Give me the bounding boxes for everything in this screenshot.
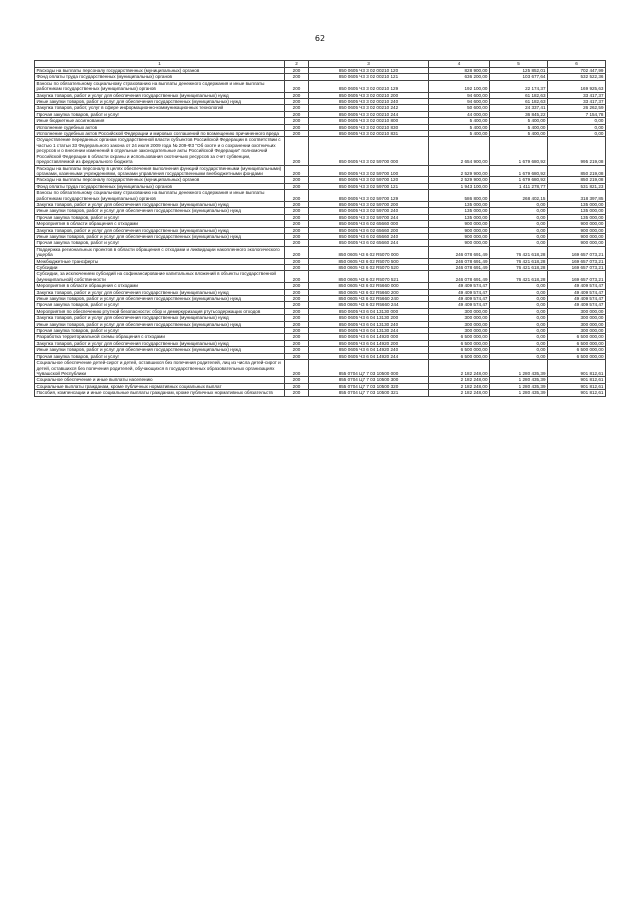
unexecuted-amount: 0,00: [548, 124, 606, 130]
line-code: 200: [285, 131, 309, 137]
line-item-name: Закупка товаров, работ, услуг в сфере информационно-коммуникационных технологий: [35, 105, 285, 111]
executed-amount: 5 400,00: [490, 118, 548, 124]
unexecuted-amount: 135 000,00: [548, 201, 606, 207]
budget-classification-code: 850 0605 Ч3 6 04 14920 200: [309, 340, 429, 346]
approved-amount: 49 409 574,47: [429, 302, 490, 308]
executed-amount: 0,00: [490, 353, 548, 359]
line-item-name: Иные закупки товаров, работ и услуг для обеспечения государственных (муниципальных) нужд: [35, 321, 285, 327]
budget-classification-code: 850 0605 Ч3 6 02 65660 244: [309, 240, 429, 246]
budget-classification-code: 850 0605 Ч3 6 02 R5660 200: [309, 289, 429, 295]
budget-classification-code: 850 0605 Ч3 3 02 59700 120: [309, 177, 429, 183]
budget-classification-code: 850 0605 Ч3 6 04 13130 240: [309, 321, 429, 327]
approved-amount: 246 078 691,49: [429, 271, 490, 283]
line-code: 200: [285, 383, 309, 389]
column-number-4: 4: [429, 61, 490, 68]
executed-amount: 0,00: [490, 302, 548, 308]
executed-amount: 0,00: [490, 328, 548, 334]
line-item-name: Прочая закупка товаров, работ и услуг: [35, 111, 285, 117]
unexecuted-amount: 49 409 574,47: [548, 302, 606, 308]
unexecuted-amount: 6 500 000,00: [548, 334, 606, 340]
approved-amount: 300 000,00: [429, 328, 490, 334]
budget-classification-code: 850 0605 Ч3 3 02 59700 000: [309, 137, 429, 165]
line-code: 200: [285, 221, 309, 227]
budget-classification-code: 850 0605 Ч3 6 02 R5070 000: [309, 246, 429, 258]
budget-classification-code: 855 0704 Ц7 7 03 10500 300: [309, 377, 429, 383]
line-item-name: Закупка товаров, работ и услуг для обеспечения государственных (муниципальных) нужд: [35, 340, 285, 346]
line-item-name: Мероприятия в области обращения с отходами: [35, 283, 285, 289]
budget-classification-code: 850 0605 Ч3 6 02 R5660 240: [309, 296, 429, 302]
line-code: 200: [285, 377, 309, 383]
line-code: 200: [285, 390, 309, 396]
unexecuted-amount: 33 417,37: [548, 92, 606, 98]
table-row: [35, 80, 606, 92]
line-item-name: Иные закупки товаров, работ и услуг для обеспечения государственных (муниципальных) нужд: [35, 347, 285, 353]
budget-classification-code: 850 0605 Ч3 6 02 R5660 244: [309, 302, 429, 308]
executed-amount: 61 182,63: [490, 92, 548, 98]
approved-amount: 5 400,00: [429, 131, 490, 137]
unexecuted-amount: 6 500 000,00: [548, 347, 606, 353]
line-item-name: Исполнение судебных актов Российской Федерации и мировых соглашений по возмещению причиненного вреда: [35, 131, 285, 137]
executed-amount: 0,00: [490, 221, 548, 227]
unexecuted-amount: 33 417,37: [548, 99, 606, 105]
approved-amount: 6 500 000,00: [429, 353, 490, 359]
unexecuted-amount: 6 500 000,00: [548, 340, 606, 346]
line-item-name: Расходы на выплаты персоналу государственных (муниципальных) органов: [35, 68, 285, 74]
budget-classification-code: 850 0605 Ч3 3 02 00210 830: [309, 124, 429, 130]
unexecuted-amount: 531 821,23: [548, 183, 606, 189]
executed-amount: 0,00: [490, 296, 548, 302]
line-code: 200: [285, 258, 309, 264]
column-number-3: 3: [309, 61, 429, 68]
line-code: 200: [285, 165, 309, 177]
executed-amount: 0,00: [490, 334, 548, 340]
line-item-name: Закупка товаров, работ и услуг для обеспечения государственных (муниципальных) нужд: [35, 92, 285, 98]
unexecuted-amount: 850 219,08: [548, 165, 606, 177]
line-code: 200: [285, 315, 309, 321]
line-code: 200: [285, 271, 309, 283]
line-code: 200: [285, 190, 309, 202]
line-item-name: Закупка товаров, работ и услуг для обеспечения государственных (муниципальных) нужд: [35, 227, 285, 233]
unexecuted-amount: 901 812,61: [548, 390, 606, 396]
approved-amount: 94 600,00: [429, 99, 490, 105]
executed-amount: 1 679 680,92: [490, 177, 548, 183]
line-code: 200: [285, 308, 309, 314]
unexecuted-amount: 900 000,00: [548, 227, 606, 233]
budget-classification-code: 850 0605 Ч3 6 02 R5070 521: [309, 271, 429, 283]
line-item-name: Взносы по обязательному социальному страхованию на выплаты денежного содержания и иные выплаты работникам государственных (муниципальных) органов: [35, 80, 285, 92]
line-code: 200: [285, 360, 309, 377]
approved-amount: 2 654 900,00: [429, 137, 490, 165]
executed-amount: 0,00: [490, 214, 548, 220]
approved-amount: 246 078 691,49: [429, 246, 490, 258]
line-code: 200: [285, 289, 309, 295]
unexecuted-amount: 135 000,00: [548, 214, 606, 220]
approved-amount: 5 400,00: [429, 118, 490, 124]
line-code: 200: [285, 201, 309, 207]
executed-amount: 24 337,41: [490, 105, 548, 111]
column-number-5: 5: [490, 61, 548, 68]
budget-classification-code: 850 0605 Ч3 6 02 R5660 000: [309, 283, 429, 289]
budget-classification-code: 850 0605 Ч3 3 02 59700 240: [309, 208, 429, 214]
executed-amount: 76 421 618,28: [490, 271, 548, 283]
approved-amount: 900 000,00: [429, 221, 490, 227]
approved-amount: 586 800,00: [429, 190, 490, 202]
line-item-name: Социальные выплаты гражданам, кроме публичных нормативных социальных выплат: [35, 383, 285, 389]
table-row: [35, 246, 606, 258]
approved-amount: 2 529 900,00: [429, 177, 490, 183]
approved-amount: 246 078 691,49: [429, 258, 490, 264]
unexecuted-amount: 169 925,63: [548, 80, 606, 92]
line-item-name: Социальное обеспечение детей-сирот и детей, оставшихся без попечения родителей, лиц из числа детей-сирот и детей, оставшихся без попечения родителей, обучающихся в государственных образовательных организациях Чувашской Республики: [35, 360, 285, 377]
unexecuted-amount: 901 812,61: [548, 383, 606, 389]
executed-amount: 1 280 435,39: [490, 383, 548, 389]
unexecuted-amount: 0,00: [548, 131, 606, 137]
approved-amount: 1 943 100,00: [429, 183, 490, 189]
approved-amount: 6 500 000,00: [429, 347, 490, 353]
line-item-name: Социальное обеспечение и иные выплаты населению: [35, 377, 285, 383]
page-number: 62: [314, 34, 326, 43]
unexecuted-amount: 900 000,00: [548, 233, 606, 239]
table-row: [35, 165, 606, 177]
approved-amount: 636 200,00: [429, 74, 490, 80]
executed-amount: 36 845,22: [490, 111, 548, 117]
budget-classification-code: 855 0704 Ц7 7 03 10500 000: [309, 360, 429, 377]
line-code: 200: [285, 177, 309, 183]
executed-amount: 103 677,64: [490, 74, 548, 80]
column-number-1: 1: [35, 61, 285, 68]
line-code: 200: [285, 265, 309, 271]
executed-amount: 5 400,00: [490, 131, 548, 137]
budget-classification-code: 850 0605 Ч3 3 02 59700 129: [309, 190, 429, 202]
line-code: 200: [285, 227, 309, 233]
line-code: 200: [285, 208, 309, 214]
approved-amount: 49 409 574,47: [429, 283, 490, 289]
line-item-name: Расходы на выплаты персоналу государственных (муниципальных) органов: [35, 177, 285, 183]
executed-amount: 76 421 618,28: [490, 246, 548, 258]
approved-amount: 2 182 248,00: [429, 377, 490, 383]
line-code: 200: [285, 214, 309, 220]
unexecuted-amount: 300 000,00: [548, 308, 606, 314]
line-code: 200: [285, 183, 309, 189]
line-code: 200: [285, 105, 309, 111]
budget-classification-code: 850 0605 Ч3 6 02 R5070 520: [309, 265, 429, 271]
line-code: 200: [285, 328, 309, 334]
executed-amount: 61 182,63: [490, 99, 548, 105]
approved-amount: 2 529 900,00: [429, 165, 490, 177]
column-number-6: 6: [548, 61, 606, 68]
line-item-name: Фонд оплаты труда государственных (муниципальных) органов: [35, 183, 285, 189]
budget-classification-code: 850 0605 Ч3 3 02 00210 120: [309, 68, 429, 74]
line-code: 200: [285, 334, 309, 340]
unexecuted-amount: 995 219,08: [548, 137, 606, 165]
executed-amount: 0,00: [490, 227, 548, 233]
unexecuted-amount: 26 262,59: [548, 105, 606, 111]
unexecuted-amount: 49 409 574,47: [548, 296, 606, 302]
approved-amount: 135 000,00: [429, 201, 490, 207]
executed-amount: 0,00: [490, 208, 548, 214]
line-item-name: Субсидии: [35, 265, 285, 271]
table-row: [35, 390, 606, 396]
unexecuted-amount: 300 000,00: [548, 328, 606, 334]
budget-classification-code: 850 0605 Ч3 3 02 59700 121: [309, 183, 429, 189]
table-row: [35, 137, 606, 165]
executed-amount: 1 280 435,39: [490, 390, 548, 396]
budget-classification-code: 850 0605 Ч3 3 02 59700 244: [309, 214, 429, 220]
budget-classification-code: 850 0605 Ч3 3 02 00210 244: [309, 111, 429, 117]
approved-amount: 135 000,00: [429, 214, 490, 220]
line-code: 200: [285, 340, 309, 346]
executed-amount: 5 400,00: [490, 124, 548, 130]
line-code: 200: [285, 347, 309, 353]
line-code: 200: [285, 240, 309, 246]
approved-amount: 828 900,00: [429, 68, 490, 74]
budget-classification-code: 850 0605 Ч3 6 02 65660 200: [309, 227, 429, 233]
line-item-name: Мероприятия в области обращения с отходами: [35, 221, 285, 227]
executed-amount: 0,00: [490, 240, 548, 246]
table-row: [35, 190, 606, 202]
unexecuted-amount: 169 657 073,21: [548, 265, 606, 271]
executed-amount: 0,00: [490, 321, 548, 327]
budget-classification-code: 850 0605 Ч3 3 02 00210 800: [309, 118, 429, 124]
budget-classification-code: 850 0605 Ч3 6 02 R5070 500: [309, 258, 429, 264]
line-item-name: Прочая закупка товаров, работ и услуг: [35, 302, 285, 308]
executed-amount: 0,00: [490, 283, 548, 289]
unexecuted-amount: 135 000,00: [548, 208, 606, 214]
approved-amount: 300 000,00: [429, 321, 490, 327]
unexecuted-amount: 49 409 574,47: [548, 289, 606, 295]
line-item-name: Закупка товаров, работ и услуг для обеспечения государственных (муниципальных) нужд: [35, 315, 285, 321]
unexecuted-amount: 6 500 000,00: [548, 353, 606, 359]
line-code: 200: [285, 296, 309, 302]
unexecuted-amount: 702 447,99: [548, 68, 606, 74]
approved-amount: 900 000,00: [429, 227, 490, 233]
unexecuted-amount: 901 812,61: [548, 377, 606, 383]
budget-execution-table: [34, 60, 606, 397]
line-code: 200: [285, 99, 309, 105]
approved-amount: 50 600,00: [429, 105, 490, 111]
budget-classification-code: 850 0605 Ч3 6 02 65660 000: [309, 221, 429, 227]
budget-classification-code: 850 0605 Ч3 3 02 59700 100: [309, 165, 429, 177]
unexecuted-amount: 900 000,00: [548, 221, 606, 227]
unexecuted-amount: 7 154,78: [548, 111, 606, 117]
budget-classification-code: 850 0605 Ч3 6 04 14920 000: [309, 334, 429, 340]
budget-classification-code: 850 0605 Ч3 3 02 00210 242: [309, 105, 429, 111]
executed-amount: 0,00: [490, 347, 548, 353]
line-item-name: Иные закупки товаров, работ и услуг для обеспечения государственных (муниципальных) нужд: [35, 233, 285, 239]
approved-amount: 5 400,00: [429, 124, 490, 130]
line-code: 200: [285, 302, 309, 308]
line-item-name: Фонд оплаты труда государственных (муниципальных) органов: [35, 74, 285, 80]
line-code: 200: [285, 124, 309, 130]
budget-classification-code: 850 0605 Ч3 3 02 00210 200: [309, 92, 429, 98]
approved-amount: 900 000,00: [429, 240, 490, 246]
budget-classification-code: 850 0605 Ч3 3 02 59700 200: [309, 201, 429, 207]
line-code: 200: [285, 74, 309, 80]
unexecuted-amount: 901 812,61: [548, 360, 606, 377]
executed-amount: 76 421 618,28: [490, 265, 548, 271]
approved-amount: 49 409 574,47: [429, 289, 490, 295]
line-code: 200: [285, 283, 309, 289]
line-code: 200: [285, 137, 309, 165]
budget-classification-code: 850 0605 Ч3 6 04 14920 240: [309, 347, 429, 353]
executed-amount: 0,00: [490, 315, 548, 321]
line-item-name: Иные закупки товаров, работ и услуг для обеспечения государственных (муниципальных) нужд: [35, 296, 285, 302]
line-item-name: Прочая закупка товаров, работ и услуг: [35, 240, 285, 246]
executed-amount: 1 411 278,77: [490, 183, 548, 189]
unexecuted-amount: 300 000,00: [548, 321, 606, 327]
budget-classification-code: 850 0605 Ч3 3 02 00210 121: [309, 74, 429, 80]
line-item-name: Осуществление переданных органам государственной власти субъектов Российской Федерации в соответствии с частью 1 статьи 33 Федерального закона от 24 июля 2009 года № 209-ФЗ "Об охоте и о сохранении охотничьих ресурсов и о внесении изменений в отдельные законодательные акты Российской Федерации" полномочий Российской Федерации в области охраны и использования охотничьих ресурсов за счет субвенции, предоставляемой из федерального бюджета: [35, 137, 285, 165]
unexecuted-amount: 169 657 073,21: [548, 258, 606, 264]
line-code: 200: [285, 233, 309, 239]
unexecuted-amount: 318 397,85: [548, 190, 606, 202]
executed-amount: 0,00: [490, 340, 548, 346]
line-code: 200: [285, 118, 309, 124]
line-item-name: Мероприятия по обеспечению ртутной безопасности: сбор и демеркуризация ртутьсодержащих отходов: [35, 308, 285, 314]
executed-amount: 1 280 435,39: [490, 360, 548, 377]
unexecuted-amount: 900 000,00: [548, 240, 606, 246]
budget-classification-code: 850 0605 Ч3 3 02 00210 240: [309, 99, 429, 105]
unexecuted-amount: 532 522,36: [548, 74, 606, 80]
approved-amount: 900 000,00: [429, 233, 490, 239]
approved-amount: 44 000,00: [429, 111, 490, 117]
approved-amount: 2 182 248,00: [429, 383, 490, 389]
line-item-name: Расходы на выплаты персоналу в целях обеспечения выполнения функций государственными (муниципальными) органами, казенными учреждениями, органами управления государственными внебюджетными фондами: [35, 165, 285, 177]
executed-amount: 125 852,01: [490, 68, 548, 74]
approved-amount: 246 078 691,49: [429, 265, 490, 271]
unexecuted-amount: 300 000,00: [548, 315, 606, 321]
line-item-name: Разработка территориальной схемы обращения с отходами: [35, 334, 285, 340]
line-code: 200: [285, 246, 309, 258]
table-row: [35, 271, 606, 283]
unexecuted-amount: 850 219,08: [548, 177, 606, 183]
approved-amount: 6 500 000,00: [429, 340, 490, 346]
budget-classification-code: 850 0605 Ч3 6 02 65660 240: [309, 233, 429, 239]
executed-amount: 76 421 618,28: [490, 258, 548, 264]
approved-amount: 94 600,00: [429, 92, 490, 98]
approved-amount: 192 100,00: [429, 80, 490, 92]
executed-amount: 22 174,37: [490, 80, 548, 92]
line-item-name: Иные закупки товаров, работ и услуг для обеспечения государственных (муниципальных) нужд: [35, 208, 285, 214]
budget-classification-code: 855 0704 Ц7 7 03 10500 320: [309, 383, 429, 389]
executed-amount: 268 402,15: [490, 190, 548, 202]
line-item-name: Прочая закупка товаров, работ и услуг: [35, 353, 285, 359]
line-item-name: Исполнение судебных актов: [35, 124, 285, 130]
executed-amount: 0,00: [490, 233, 548, 239]
approved-amount: 300 000,00: [429, 315, 490, 321]
budget-classification-code: 850 0605 Ч3 3 02 00210 831: [309, 131, 429, 137]
table-row: [35, 360, 606, 377]
line-item-name: Взносы по обязательному социальному страхованию на выплаты денежного содержания и иные выплаты работникам государственных (муниципальных) органов: [35, 190, 285, 202]
executed-amount: 1 280 435,39: [490, 377, 548, 383]
executed-amount: 0,00: [490, 289, 548, 295]
unexecuted-amount: 169 657 073,21: [548, 246, 606, 258]
approved-amount: 49 409 574,47: [429, 296, 490, 302]
budget-classification-code: 850 0605 Ч3 6 04 13130 200: [309, 315, 429, 321]
line-item-name: Субсидии, за исключением субсидий на софинансирование капитальных вложений в объекты государственной (муниципальной) собственности: [35, 271, 285, 283]
budget-classification-code: 850 0605 Ч3 3 02 00210 129: [309, 80, 429, 92]
unexecuted-amount: 49 409 574,47: [548, 283, 606, 289]
unexecuted-amount: 169 657 073,21: [548, 271, 606, 283]
line-item-name: Прочая закупка товаров, работ и услуг: [35, 214, 285, 220]
budget-classification-code: 850 0605 Ч3 6 04 14920 244: [309, 353, 429, 359]
line-code: 200: [285, 80, 309, 92]
unexecuted-amount: 0,00: [548, 118, 606, 124]
approved-amount: 6 500 000,00: [429, 334, 490, 340]
line-item-name: Закупка товаров, работ и услуг для обеспечения государственных (муниципальных) нужд: [35, 201, 285, 207]
approved-amount: 2 182 248,00: [429, 390, 490, 396]
executed-amount: 0,00: [490, 308, 548, 314]
executed-amount: 1 679 680,92: [490, 137, 548, 165]
line-code: 200: [285, 92, 309, 98]
line-code: 200: [285, 68, 309, 74]
line-code: 200: [285, 321, 309, 327]
line-code: 200: [285, 111, 309, 117]
line-item-name: Прочая закупка товаров, работ и услуг: [35, 328, 285, 334]
line-item-name: Пособия, компенсации и иные социальные выплаты гражданам, кроме публичных нормативных обязательств: [35, 390, 285, 396]
line-item-name: Иные бюджетные ассигнования: [35, 118, 285, 124]
budget-classification-code: 850 0605 Ч3 6 04 13130 244: [309, 328, 429, 334]
line-item-name: Поддержка региональных проектов в области обращения с отходами и ликвидации накопленного экологического ущерба: [35, 246, 285, 258]
approved-amount: 135 000,00: [429, 208, 490, 214]
line-item-name: Межбюджетные трансферты: [35, 258, 285, 264]
line-code: 200: [285, 353, 309, 359]
line-item-name: Иные закупки товаров, работ и услуг для обеспечения государственных (муниципальных) нужд: [35, 99, 285, 105]
budget-classification-code: 855 0704 Ц7 7 03 10500 321: [309, 390, 429, 396]
approved-amount: 300 000,00: [429, 308, 490, 314]
table-header-row: [35, 61, 606, 68]
line-item-name: Закупка товаров, работ и услуг для обеспечения государственных (муниципальных) нужд: [35, 289, 285, 295]
approved-amount: 2 182 248,00: [429, 360, 490, 377]
column-number-2: 2: [285, 61, 309, 68]
executed-amount: 0,00: [490, 201, 548, 207]
executed-amount: 1 679 680,92: [490, 165, 548, 177]
budget-classification-code: 850 0605 Ч3 6 04 13130 000: [309, 308, 429, 314]
